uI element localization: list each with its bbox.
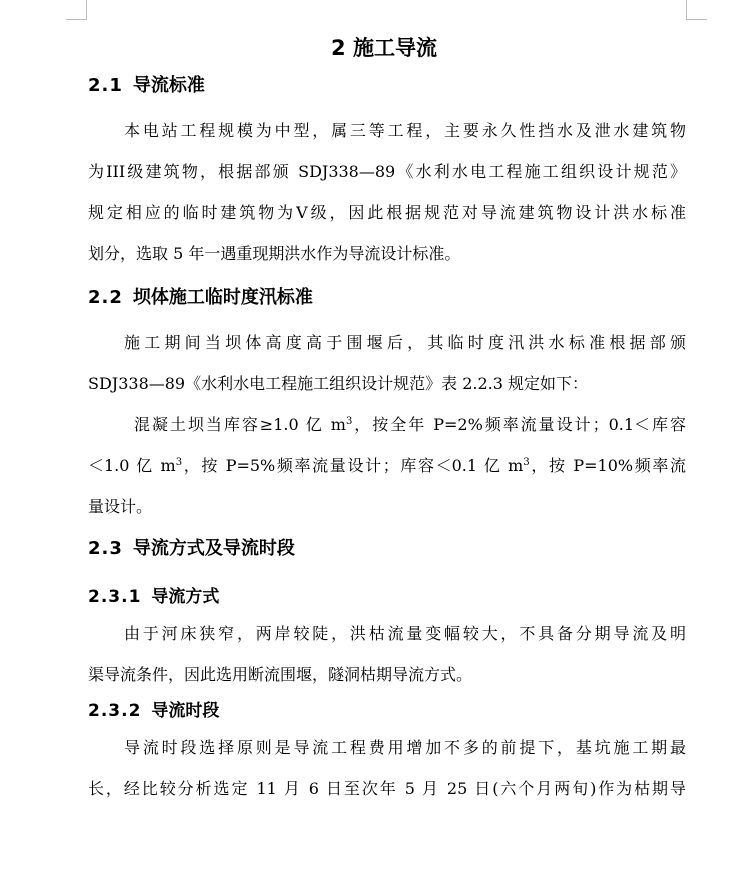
paragraph-line: SDJ338—89《水利水电工程施工组织设计规范》表 2.2.3 规定如下： bbox=[88, 374, 588, 393]
chapter-title-text: 施工导流 bbox=[352, 36, 437, 60]
paragraph-line bbox=[88, 404, 686, 445]
section-heading-text: 导流标准 bbox=[132, 75, 205, 96]
text-run: ＜1.0 亿 m bbox=[88, 456, 176, 475]
section-heading-text: 导流方式 bbox=[151, 587, 220, 607]
paragraph-line: 划分，选取 5 年一遇重现期洪水作为导流设计标准。 bbox=[88, 244, 461, 263]
section-number: 2.1 bbox=[88, 75, 123, 96]
section-2-2-heading bbox=[88, 286, 686, 310]
crop-mark-top-left-vertical bbox=[86, 0, 87, 20]
section-2-3-heading bbox=[88, 537, 686, 561]
section-2-3-2-paragraph bbox=[88, 727, 686, 809]
section-2-1-heading bbox=[88, 74, 686, 98]
paragraph-line: 由于河床狭窄，两岸较陡，洪枯流量变幅较大，不具备分期导流及明 bbox=[124, 624, 686, 643]
crop-mark-top-right-horizontal bbox=[686, 19, 707, 20]
section-number: 2.3 bbox=[88, 538, 123, 559]
crop-mark-top-right-vertical bbox=[686, 0, 687, 20]
superscript: 3 bbox=[175, 457, 183, 468]
chapter-number: 2 bbox=[331, 36, 346, 60]
section-heading-text: 导流时段 bbox=[151, 701, 220, 721]
paragraph-line bbox=[88, 445, 686, 486]
paragraph-line: 规定相应的临时建筑物为Ⅴ级，因此根据规范对导流建筑物设计洪水标准 bbox=[88, 203, 686, 222]
paragraph-line: 本电站工程规模为中型，属三等工程，主要永久性挡水及泄水建筑物 bbox=[124, 121, 686, 140]
text-run: ，按 P=5%频率流量设计；库容＜0.1 亿 m bbox=[182, 456, 524, 475]
section-number: 2.3.2 bbox=[88, 701, 142, 721]
text-run: ，按全年 P=2%频率流量设计；0.1＜库容 bbox=[352, 415, 686, 434]
section-2-1-paragraph bbox=[88, 110, 686, 274]
paragraph-line: 渠导流条件，因此选用断流围堰，隧洞枯期导流方式。 bbox=[88, 665, 473, 684]
paragraph-line: 施工期间当坝体高度高于围堰后，其临时度汛洪水标准根据部颁 bbox=[124, 333, 686, 352]
superscript: 3 bbox=[345, 416, 353, 427]
paragraph-line: 长，经比较分析选定 11 月 6 日至次年 5 月 25 日(六个月两旬)作为枯期导 bbox=[88, 779, 686, 798]
section-2-2-paragraph-1 bbox=[88, 322, 686, 404]
text-run: ，按 P=10%频率流 bbox=[529, 456, 686, 475]
section-number: 2.3.1 bbox=[88, 587, 142, 607]
superscript: 3 bbox=[523, 457, 530, 468]
section-2-3-1-heading bbox=[88, 585, 686, 609]
section-heading-text: 坝体施工临时度汛标准 bbox=[132, 287, 313, 308]
section-2-3-2-heading bbox=[88, 699, 686, 723]
section-heading-text: 导流方式及导流时段 bbox=[132, 538, 295, 559]
section-2-2-paragraph-2 bbox=[88, 404, 686, 527]
crop-mark-top-left-horizontal bbox=[66, 19, 87, 20]
paragraph-line: 导流时段选择原则是导流工程费用增加不多的前提下，基坑施工期最 bbox=[124, 738, 686, 757]
chapter-title bbox=[82, 28, 686, 70]
paragraph-line: 量设计。 bbox=[88, 497, 153, 516]
section-2-3-1-paragraph bbox=[88, 613, 686, 695]
paragraph-line: 为III级建筑物，根据部颁 SDJ338—89《水利水电工程施工组织设计规范》 bbox=[88, 162, 686, 181]
section-number: 2.2 bbox=[88, 287, 123, 308]
text-run: 混凝土坝当库容≥1.0 亿 m bbox=[134, 415, 346, 434]
document-body bbox=[88, 28, 686, 809]
